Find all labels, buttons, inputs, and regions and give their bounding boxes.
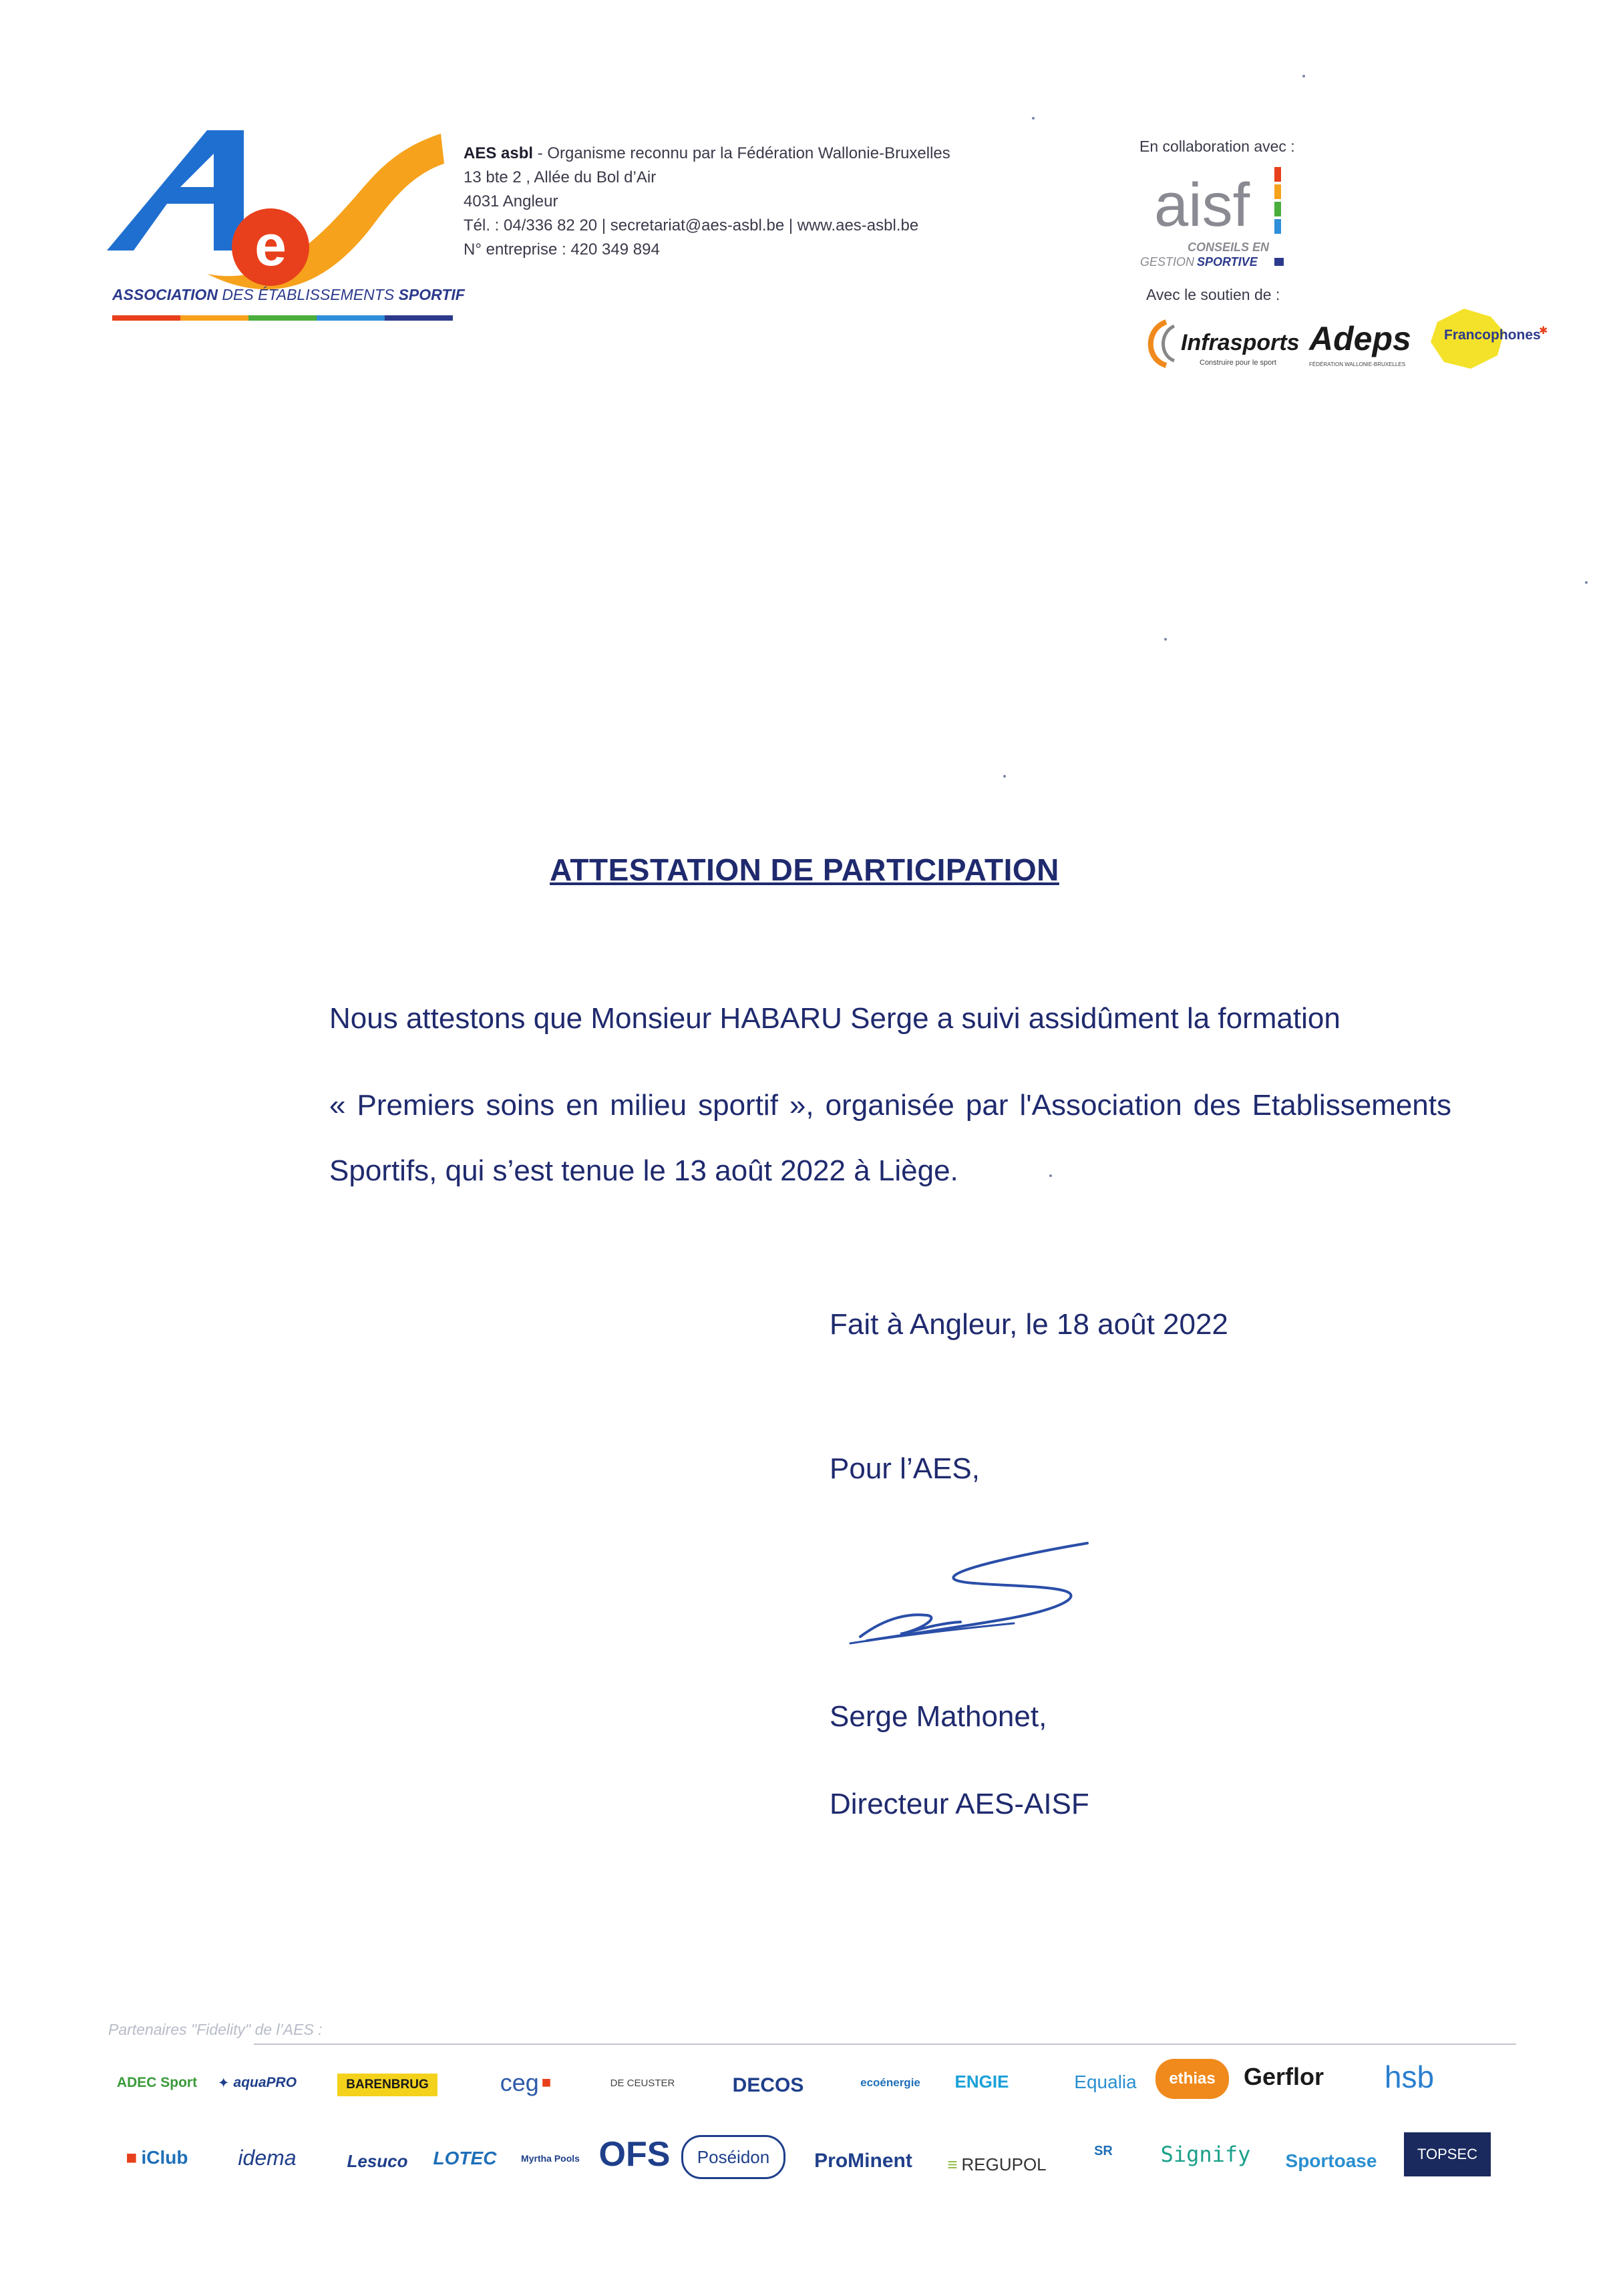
partner-logo-ceg: ceg ■: [500, 2069, 552, 2096]
org-name: AES asbl: [464, 144, 534, 162]
partner-logo-regupol: ≡ REGUPOL: [947, 2154, 1047, 2174]
partner-logo-ecoenergie: ecoénergie: [860, 2076, 920, 2089]
partner-logo-equalia: Equalia: [1074, 2072, 1137, 2092]
infrasports-tagline: Construire pour le sport: [1200, 359, 1276, 367]
partner-logo-iclub: ■ iClub: [126, 2147, 188, 2168]
partner-logo-sportoase: Sportoase: [1285, 2150, 1377, 2171]
partner-logo-lotec: LOTEC: [433, 2148, 497, 2168]
square-icon: ■: [541, 2074, 552, 2092]
partner-logo-ethias: ethias: [1155, 2059, 1229, 2099]
adeps-tagline: FÉDÉRATION WALLONIE-BRUXELLES: [1309, 361, 1406, 367]
aisf-logo: [1139, 159, 1308, 279]
color-bar-segment: [180, 315, 248, 321]
francophones-name: Francophones: [1444, 327, 1541, 343]
svg-text:e: e: [254, 214, 287, 278]
partner-logo-myrtha-pools: Myrtha Pools: [521, 2153, 580, 2164]
partners-divider: [254, 2043, 1516, 2045]
partner-logo-lesuco: Lesuco: [347, 2150, 408, 2171]
partner-logo-adec-sport: ADEC Sport: [116, 2075, 198, 2090]
org-recognition: - Organisme reconnu par la Fédération Wallonie-Bruxelles: [533, 144, 950, 162]
partner-logo-idema: idema: [238, 2145, 297, 2170]
partner-logo-hsb: hsb: [1384, 2060, 1435, 2094]
collab-label: En collaboration avec :: [1139, 138, 1295, 155]
signature: [847, 1536, 1154, 1670]
partner-logo-signify: Signify: [1160, 2142, 1251, 2167]
aes-color-bar: [112, 315, 453, 321]
attestation-paragraph-3: Sportifs, qui s’est tenue le 13 août 2022 à Liège.: [329, 1154, 958, 1187]
scan-speck: [1049, 1174, 1052, 1177]
org-line-1: [464, 142, 950, 166]
color-bar-segment: [317, 315, 385, 321]
svg-text:✱: ✱: [1539, 325, 1548, 337]
color-bar-segment: [112, 315, 180, 321]
partner-logo-sr: SR: [1094, 2143, 1113, 2158]
adeps-logo: [1302, 313, 1417, 373]
scan-speck: [1302, 75, 1305, 77]
color-bar-segment: [385, 315, 453, 321]
partner-logo-decos: DECOS: [732, 2074, 804, 2096]
partner-logo-topsec: TOPSEC: [1404, 2132, 1491, 2176]
partner-logo-de-ceuster: DE CEUSTER: [610, 2077, 675, 2089]
partner-logo-engie: ENGIE: [954, 2071, 1009, 2092]
org-address-block: [464, 142, 950, 262]
adeps-name: Adeps: [1309, 320, 1411, 357]
stripes-icon: ≡: [947, 2154, 958, 2174]
support-label: Avec le soutien de :: [1146, 286, 1280, 303]
signer-title: Directeur AES-AISF: [830, 1788, 1089, 1820]
aisf-tag-3: SPORTIVE: [1197, 255, 1258, 269]
scan-speck: [1003, 775, 1006, 778]
partner-logo-prominent: ProMinent: [814, 2150, 912, 2172]
aisf-tag-2: GESTION: [1139, 255, 1194, 269]
address-line-1: 13 bte 2 , Allée du Bol d’Air: [464, 168, 657, 186]
aes-logo-caption: ASSOCIATION DES ÉTABLISSEMENTS SPORTIF: [112, 286, 465, 303]
partner-logo-ofs: OFS: [598, 2135, 671, 2174]
attestation-paragraph-2: « Premiers soins en milieu sportif », organisée par l'Association des Etablissements: [329, 1089, 1451, 1122]
for-organization: Pour l’AES,: [830, 1452, 980, 1485]
color-bar-segment: [248, 315, 317, 321]
contact-line: Tél. : 04/336 82 20 | secretariat@aes-asbl.be | www.aes-asbl.be: [464, 216, 919, 234]
address-line-2: 4031 Angleur: [464, 192, 558, 210]
droplet-icon: ✦: [217, 2075, 230, 2091]
partners-label: Partenaires "Fidelity" de l’AES :: [108, 2021, 323, 2038]
document-title: ATTESTATION DE PARTICIPATION: [550, 852, 1059, 887]
infrasports-logo: [1139, 309, 1300, 373]
infrasports-name: Infrasports: [1181, 330, 1300, 355]
puzzle-icon: ■: [126, 2147, 138, 2168]
partner-logo-poseidon: Poséidon: [681, 2135, 785, 2179]
scan-speck: [1585, 581, 1588, 584]
aisf-mark: aisf: [1154, 171, 1250, 239]
scan-speck: [1032, 117, 1035, 120]
partner-logo-aquapro: ✦ aquaPRO: [217, 2075, 297, 2091]
signer-name: Serge Mathonet,: [830, 1700, 1047, 1733]
partner-logo-barenbrug: BARENBRUG: [337, 2074, 437, 2096]
partner-logo-gerflor: Gerflor: [1243, 2063, 1324, 2090]
place-and-date: Fait à Angleur, le 18 août 2022: [830, 1308, 1228, 1341]
francophones-logo: [1424, 302, 1551, 375]
aisf-tag-1: CONSEILS EN: [1187, 240, 1269, 254]
scan-speck: [1164, 638, 1167, 641]
attestation-paragraph-1: Nous attestons que Monsieur HABARU Serge a suivi assidûment la formation: [329, 1002, 1340, 1035]
company-number: N° entreprise : 420 349 894: [464, 240, 660, 259]
